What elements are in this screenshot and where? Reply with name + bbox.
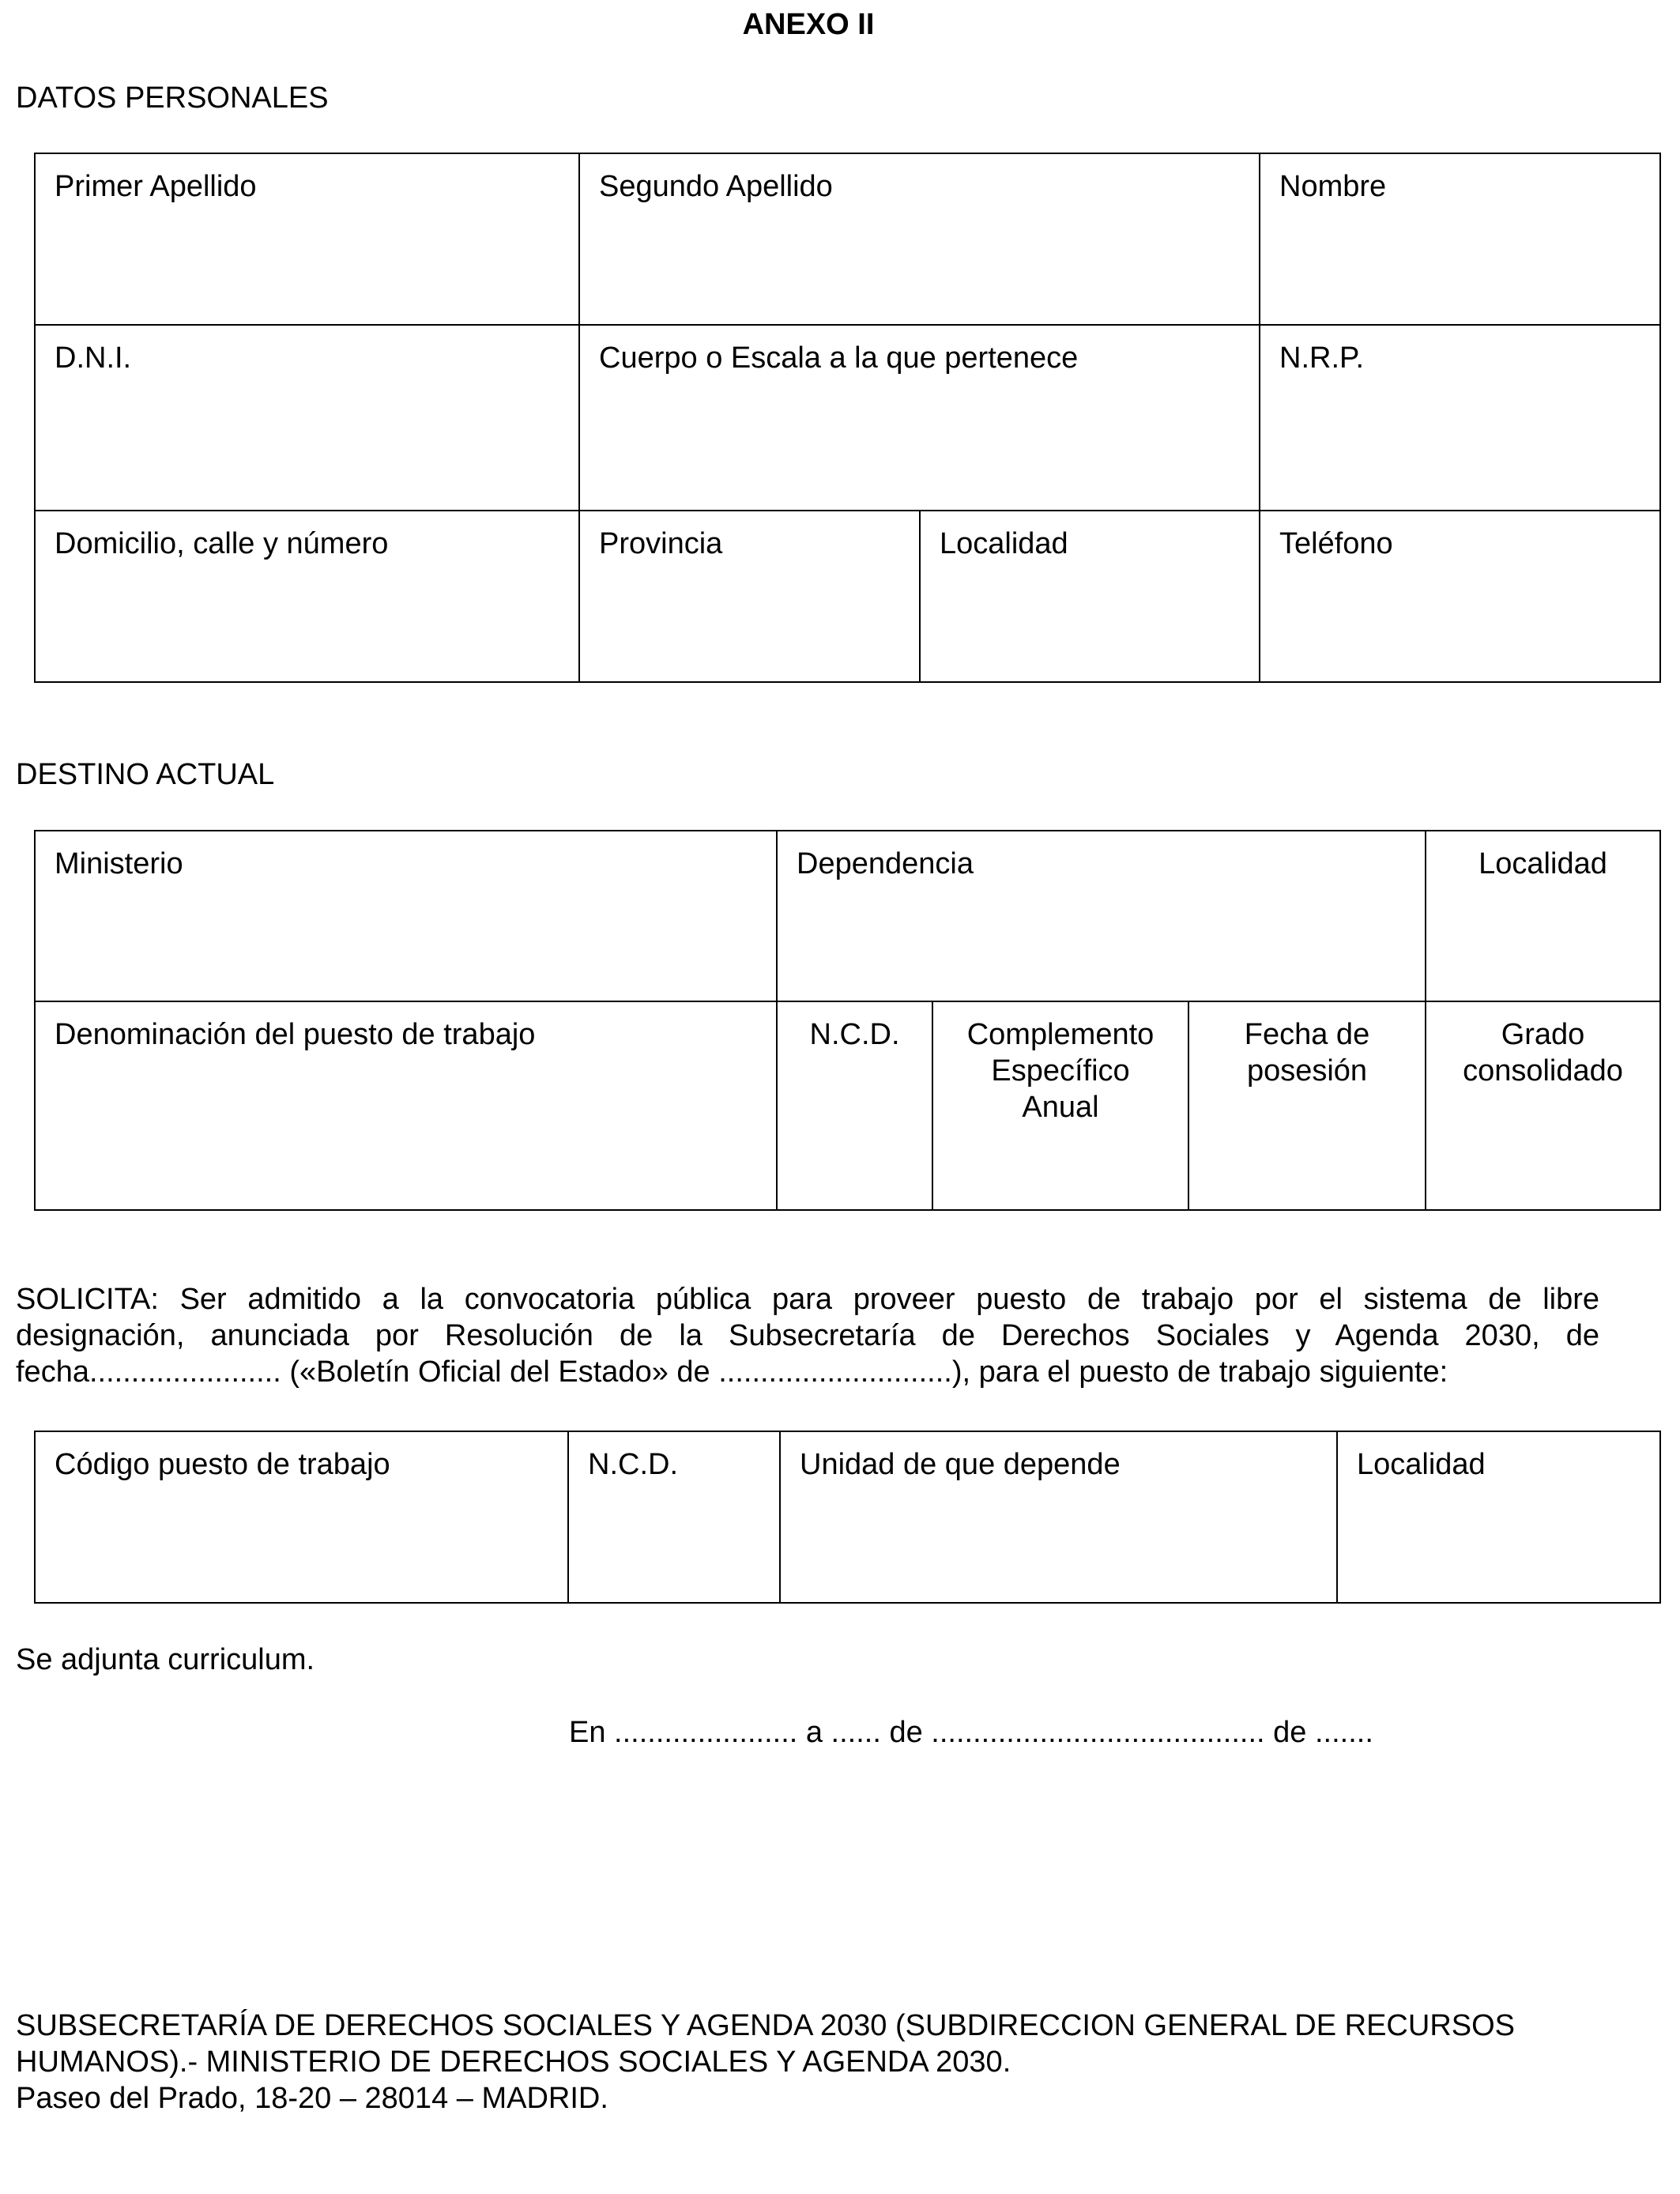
field-primer-apellido[interactable] <box>36 154 580 326</box>
footer-line: Paseo del Prado, 18-20 – 28014 – MADRID. <box>16 2082 608 2115</box>
field-label: Primer Apellido <box>55 170 257 203</box>
field-label-line: posesión <box>1246 1054 1368 1088</box>
field-label-line: consolidado <box>1463 1054 1623 1088</box>
field-nombre[interactable] <box>1260 154 1661 326</box>
page-title: ANEXO II <box>742 8 875 41</box>
field-localidad-puesto[interactable] <box>1338 1432 1661 1604</box>
field-label-line: Anual <box>1022 1091 1099 1124</box>
field-provincia[interactable] <box>580 511 921 683</box>
field-ministerio[interactable] <box>36 831 778 1002</box>
field-label: N.R.P. <box>1279 341 1365 375</box>
field-denominacion-puesto[interactable] <box>36 1002 778 1211</box>
field-label: Ministerio <box>55 847 183 880</box>
solicita-line: fecha....................... («Boletín Oficial del Estado» de ............................), para el puesto de trabajo siguiente: <box>16 1355 1448 1389</box>
lugar-fecha-line: En ...................... a ...... de ........................................ de ....... <box>569 1716 1373 1749</box>
field-codigo-puesto[interactable] <box>36 1432 569 1604</box>
field-ncd-puesto[interactable] <box>569 1432 781 1604</box>
field-label-line: Grado <box>1501 1018 1585 1051</box>
field-domicilio[interactable] <box>36 511 580 683</box>
field-label: Cuerpo o Escala a la que pertenece <box>599 341 1079 375</box>
field-label: Segundo Apellido <box>599 170 833 203</box>
field-fecha-posesion[interactable] <box>1189 1002 1426 1211</box>
adjunta-curriculum-text: Se adjunta curriculum. <box>16 1643 315 1676</box>
footer-line: SUBSECRETARÍA DE DERECHOS SOCIALES Y AGENDA 2030 (SUBDIRECCION GENERAL DE RECURSOS <box>16 2009 1516 2042</box>
field-telefono[interactable] <box>1260 511 1661 683</box>
field-label: Localidad <box>940 527 1068 560</box>
puesto-solicitado-table <box>34 1431 1661 1604</box>
datos-personales-table <box>34 153 1661 683</box>
field-grado-consolidado[interactable] <box>1426 1002 1661 1211</box>
field-label: Provincia <box>599 527 723 560</box>
solicita-line: SOLICITA: Ser admitido a la convocatoria pública para proveer puesto de trabajo por el sistema de libre <box>16 1283 1599 1316</box>
field-label: Denominación del puesto de trabajo <box>55 1018 536 1051</box>
footer-address <box>16 2007 1628 2117</box>
field-label: Localidad <box>1478 847 1607 880</box>
field-localidad-destino[interactable] <box>1426 831 1661 1002</box>
field-label-line: Complemento <box>966 1018 1155 1051</box>
field-dependencia[interactable] <box>778 831 1426 1002</box>
field-label-line: Específico <box>991 1054 1130 1088</box>
field-label: Código puesto de trabajo <box>55 1448 390 1481</box>
field-cuerpo-escala[interactable] <box>580 326 1260 511</box>
field-label: Nombre <box>1279 170 1387 203</box>
solicita-line: designación, anunciada por Resolución de la Subsecretaría de Derechos Sociales y Agenda 2030, de <box>16 1319 1599 1352</box>
solicita-paragraph <box>16 1281 1599 1390</box>
field-label-line: Fecha de <box>1244 1018 1370 1051</box>
section-heading-destino-actual: DESTINO ACTUAL <box>16 758 275 791</box>
field-label: Localidad <box>1357 1448 1486 1481</box>
field-label: N.C.D. <box>809 1018 900 1051</box>
destino-actual-table <box>34 830 1661 1211</box>
field-dni[interactable] <box>36 326 580 511</box>
field-label: Domicilio, calle y número <box>55 527 389 560</box>
field-complemento-especifico[interactable] <box>933 1002 1189 1211</box>
field-label: N.C.D. <box>588 1448 678 1481</box>
field-segundo-apellido[interactable] <box>580 154 1260 326</box>
field-localidad[interactable] <box>921 511 1260 683</box>
field-nrp[interactable] <box>1260 326 1661 511</box>
section-heading-datos-personales: DATOS PERSONALES <box>16 81 329 115</box>
footer-line: HUMANOS).- MINISTERIO DE DERECHOS SOCIALES Y AGENDA 2030. <box>16 2045 1011 2079</box>
field-label: D.N.I. <box>55 341 132 375</box>
field-label: Unidad de que depende <box>800 1448 1121 1481</box>
field-ncd[interactable] <box>778 1002 933 1211</box>
field-label: Dependencia <box>797 847 974 880</box>
field-unidad-depende[interactable] <box>781 1432 1338 1604</box>
field-label: Teléfono <box>1279 527 1393 560</box>
